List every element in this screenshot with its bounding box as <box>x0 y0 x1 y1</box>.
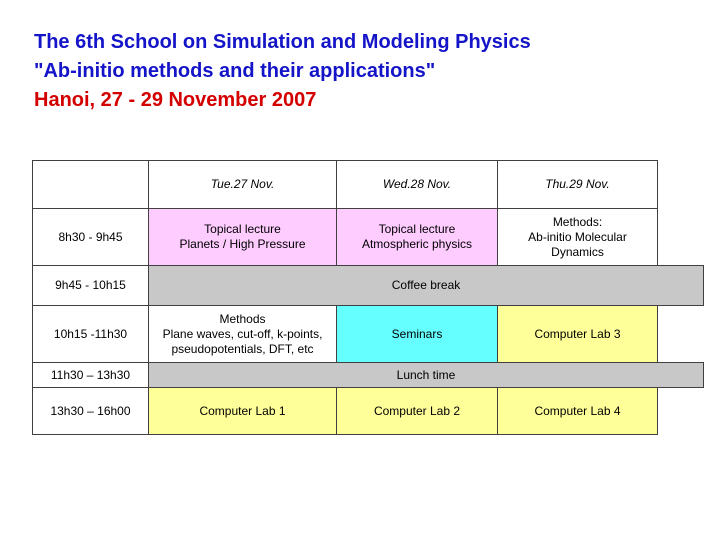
session-thu-morning <box>497 209 658 266</box>
session-line: Topical lecture <box>204 222 281 236</box>
session-tue-afternoon: Computer Lab 1 <box>148 388 336 435</box>
session-tue-morning <box>148 209 336 266</box>
session-line: Plane waves, cut-off, k-points, <box>162 326 323 341</box>
title-line-1: The 6th School on Simulation and Modeling Physics <box>34 31 531 53</box>
session-tue-midday <box>148 306 336 363</box>
session-wed-afternoon: Computer Lab 2 <box>336 388 497 435</box>
session-line: Methods <box>219 311 266 326</box>
session-thu-afternoon: Computer Lab 4 <box>497 388 658 435</box>
time-cell-11h30: 11h30 – 13h30 <box>32 363 148 388</box>
lunch-time-band: Lunch time <box>148 362 704 388</box>
time-cell-8h30: 8h30 - 9h45 <box>32 209 148 266</box>
coffee-break-band: Coffee break <box>148 265 704 306</box>
title-line-2: "Ab-initio methods and their applications" <box>34 60 436 82</box>
time-cell-9h45: 9h45 - 10h15 <box>32 266 148 306</box>
page-title <box>34 28 531 115</box>
session-line: Dynamics <box>551 244 604 259</box>
title-line-3: Hanoi, 27 - 29 November 2007 <box>34 89 317 111</box>
session-wed-midday: Seminars <box>336 306 497 363</box>
session-line: pseudopotentials, DFT, etc <box>171 341 314 356</box>
header-wed: Wed.28 Nov. <box>336 160 497 209</box>
session-line: Ab-initio Molecular <box>528 229 627 244</box>
header-tue: Tue.27 Nov. <box>148 160 336 209</box>
session-line: Methods: <box>552 214 603 229</box>
time-cell-13h30: 13h30 – 16h00 <box>32 388 148 435</box>
session-line: Atmospheric physics <box>361 237 473 251</box>
header-thu: Thu.29 Nov. <box>497 160 658 209</box>
time-cell-10h15: 10h15 -11h30 <box>32 306 148 363</box>
session-wed-morning <box>336 209 497 266</box>
session-thu-midday: Computer Lab 3 <box>497 306 658 363</box>
session-line: Planets / High Pressure <box>179 237 306 251</box>
header-corner-cell <box>32 160 148 209</box>
session-line: Topical lecture <box>378 222 456 236</box>
